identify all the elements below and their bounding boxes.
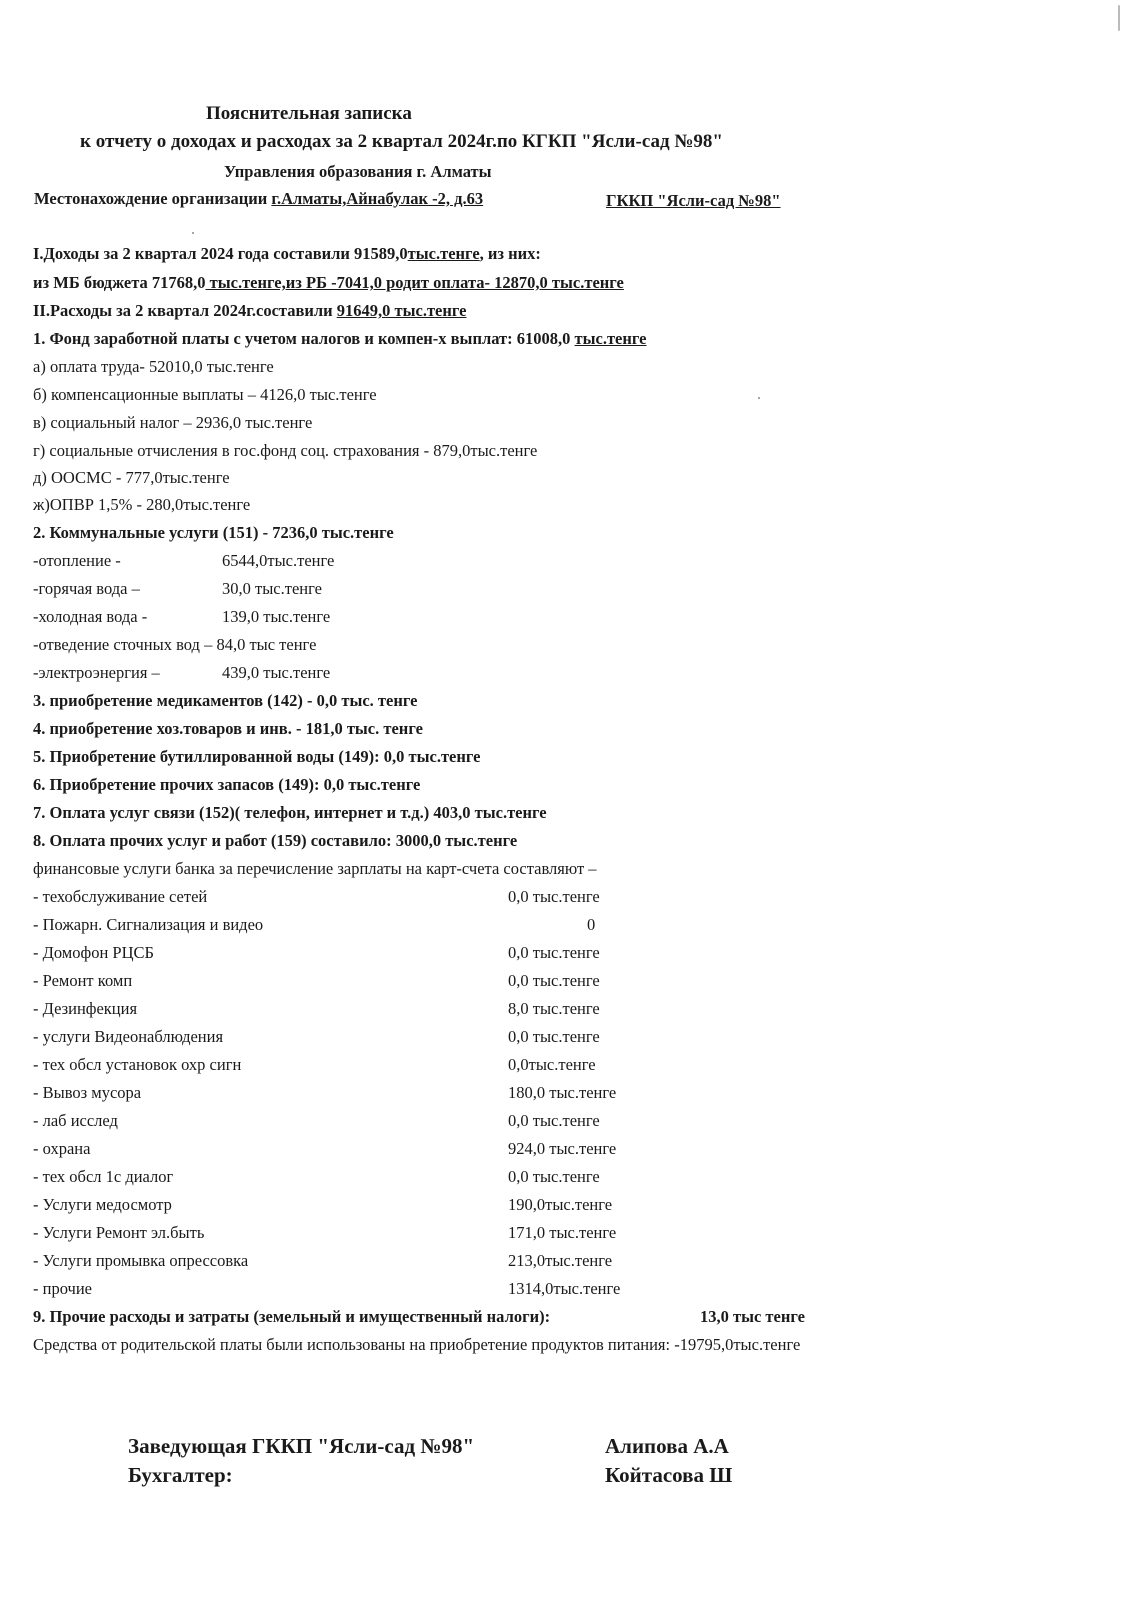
payroll-unit: тыс.тенге bbox=[574, 329, 647, 348]
payroll-item: а) оплата труда- 52010,0 тыс.тенге bbox=[33, 357, 274, 376]
income-sources-line bbox=[33, 273, 624, 293]
service-amount: 213,0тыс.тенге bbox=[508, 1251, 613, 1270]
location-label: Местонахождение организации bbox=[34, 189, 272, 208]
accountant-role: Бухгалтер: bbox=[128, 1463, 233, 1487]
service-amount: 171,0 тыс.тенге bbox=[508, 1223, 617, 1242]
service-label: - Услуги медосмотр bbox=[33, 1195, 172, 1214]
payroll-item: г) социальные отчисления в гос.фонд соц. страхования - 879,0тыс.тенге bbox=[33, 441, 538, 460]
service-label: - тех обсл 1с диалог bbox=[33, 1167, 174, 1186]
income-mb: из МБ бюджета 71768,0 bbox=[33, 273, 206, 292]
service-amount: 0,0 тыс.тенге bbox=[508, 1027, 600, 1046]
utility-label: -отведение сточных вод – 84,0 тыс тенге bbox=[33, 635, 317, 654]
service-amount: 0,0 тыс.тенге bbox=[508, 971, 600, 990]
utility-label: -отопление - bbox=[33, 551, 121, 570]
service-amount: 0,0 тыс.тенге bbox=[508, 1167, 600, 1186]
service-label: - услуги Видеонаблюдения bbox=[33, 1027, 224, 1046]
service-amount: 8,0 тыс.тенге bbox=[508, 999, 600, 1018]
utilities-header: 2. Коммунальные услуги (151) - 7236,0 тыс.тенге bbox=[33, 523, 394, 542]
service-amount: 0,0тыс.тенге bbox=[508, 1055, 596, 1074]
payroll-item: б) компенсационные выплаты – 4126,0 тыс.тенге bbox=[33, 385, 377, 404]
utility-label: -холодная вода - bbox=[33, 607, 148, 626]
location-line bbox=[34, 189, 483, 209]
utility-amount: 439,0 тыс.тенге bbox=[222, 663, 331, 682]
service-label: - Дезинфекция bbox=[33, 999, 138, 1018]
utility-amount: 6544,0тыс.тенге bbox=[222, 551, 335, 570]
utility-amount: 30,0 тыс.тенге bbox=[222, 579, 322, 598]
service-amount: 1314,0тыс.тенге bbox=[508, 1279, 621, 1298]
section-4: 4. приобретение хоз.товаров и инв. - 181,0 тыс. тенге bbox=[33, 719, 423, 738]
income-unit: тыс.тенге bbox=[407, 244, 480, 263]
service-amount: 924,0 тыс.тенге bbox=[508, 1139, 617, 1158]
expenses-total: 91649,0 тыс.тенге bbox=[336, 301, 467, 320]
service-label: - Ремонт комп bbox=[33, 971, 133, 990]
payroll-header bbox=[33, 329, 647, 349]
income-rb-parent: тыс.тенге,из РБ -7041,0 родит оплата- 12870,0 тыс.тенге bbox=[205, 273, 624, 292]
income-line bbox=[33, 244, 541, 264]
service-label: - Услуги промывка опрессовка bbox=[33, 1251, 249, 1270]
document-title: Пояснительная записка bbox=[206, 103, 412, 124]
service-label: - Домофон РЦСБ bbox=[33, 943, 154, 962]
scan-speck bbox=[758, 397, 760, 399]
section-7: 7. Оплата услуг связи (152)( телефон, интернет и т.д.) 403,0 тыс.тенге bbox=[33, 803, 547, 822]
utility-label: -горячая вода – bbox=[33, 579, 140, 598]
section-3: 3. приобретение медикаментов (142) - 0,0 тыс. тенге bbox=[33, 691, 418, 710]
section-9: 9. Прочие расходы и затраты (земельный и имущественный налоги): bbox=[33, 1307, 551, 1326]
section-9-amount: 13,0 тыс тенге bbox=[700, 1307, 805, 1326]
scan-speck bbox=[192, 232, 194, 234]
service-amount: 190,0тыс.тенге bbox=[508, 1195, 613, 1214]
payroll-label: 1. Фонд заработной платы с учетом налогов и компен-х выплат: 61008,0 bbox=[33, 329, 575, 348]
service-label: - Пожарн. Сигнализация и видео bbox=[33, 915, 264, 934]
section-8: 8. Оплата прочих услуг и работ (159) составило: 3000,0 тыс.тенге bbox=[33, 831, 518, 850]
service-label: - охрана bbox=[33, 1139, 91, 1158]
service-amount: 0,0 тыс.тенге bbox=[508, 943, 600, 962]
bank-note: финансовые услуги банка за перечисление зарплаты на карт-счета составляют – bbox=[33, 859, 597, 878]
income-suffix: , из них: bbox=[479, 244, 541, 263]
service-amount: 0,0 тыс.тенге bbox=[508, 887, 600, 906]
section-6: 6. Приобретение прочих запасов (149): 0,0 тыс.тенге bbox=[33, 775, 421, 794]
scan-edge-mark bbox=[1118, 5, 1120, 31]
head-role: Заведующая ГККП "Ясли-сад №98" bbox=[128, 1434, 475, 1458]
service-label: - Услуги Ремонт эл.быть bbox=[33, 1223, 205, 1242]
service-label: - техобслуживание сетей bbox=[33, 887, 208, 906]
service-label: - Вывоз мусора bbox=[33, 1083, 142, 1102]
utility-amount: 139,0 тыс.тенге bbox=[222, 607, 331, 626]
utility-label: -электроэнергия – bbox=[33, 663, 160, 682]
service-label: - прочие bbox=[33, 1279, 92, 1298]
payroll-item: в) социальный налог – 2936,0 тыс.тенге bbox=[33, 413, 313, 432]
payroll-item: д) ООСМС - 777,0тыс.тенге bbox=[33, 468, 230, 487]
head-name: Алипова А.А bbox=[605, 1434, 729, 1458]
service-label: - тех обсл установок охр сигн bbox=[33, 1055, 242, 1074]
expenses-header-label: II.Расходы за 2 квартал 2024г.составили bbox=[33, 301, 337, 320]
income-total: I.Доходы за 2 квартал 2024 года составили 91589,0 bbox=[33, 244, 408, 263]
location-value: г.Алматы,Айнабулак -2, д.63 bbox=[271, 189, 484, 208]
department-line: Управления образования г. Алматы bbox=[224, 162, 492, 181]
payroll-item: ж)ОПВР 1,5% - 280,0тыс.тенге bbox=[33, 495, 251, 514]
service-amount: 180,0 тыс.тенге bbox=[508, 1083, 617, 1102]
parent-funds-text: Средства от родительской платы были использованы на приобретение продуктов питания: -19795,0тыс.тенге bbox=[33, 1335, 801, 1354]
accountant-name: Койтасова Ш bbox=[605, 1463, 733, 1487]
service-label: - лаб исслед bbox=[33, 1111, 118, 1130]
service-amount: 0,0 тыс.тенге bbox=[508, 1111, 600, 1130]
service-amount: 0 bbox=[587, 915, 596, 934]
document-subtitle: к отчету о доходах и расходах за 2 квартал 2024г.по КГКП "Ясли-сад №98" bbox=[80, 131, 723, 152]
expenses-header bbox=[33, 301, 467, 321]
org-name: ГККП "Ясли-сад №98" bbox=[606, 191, 781, 210]
parent-funds-note bbox=[33, 1335, 800, 1355]
section-5: 5. Приобретение бутиллированной воды (149): 0,0 тыс.тенге bbox=[33, 747, 481, 766]
